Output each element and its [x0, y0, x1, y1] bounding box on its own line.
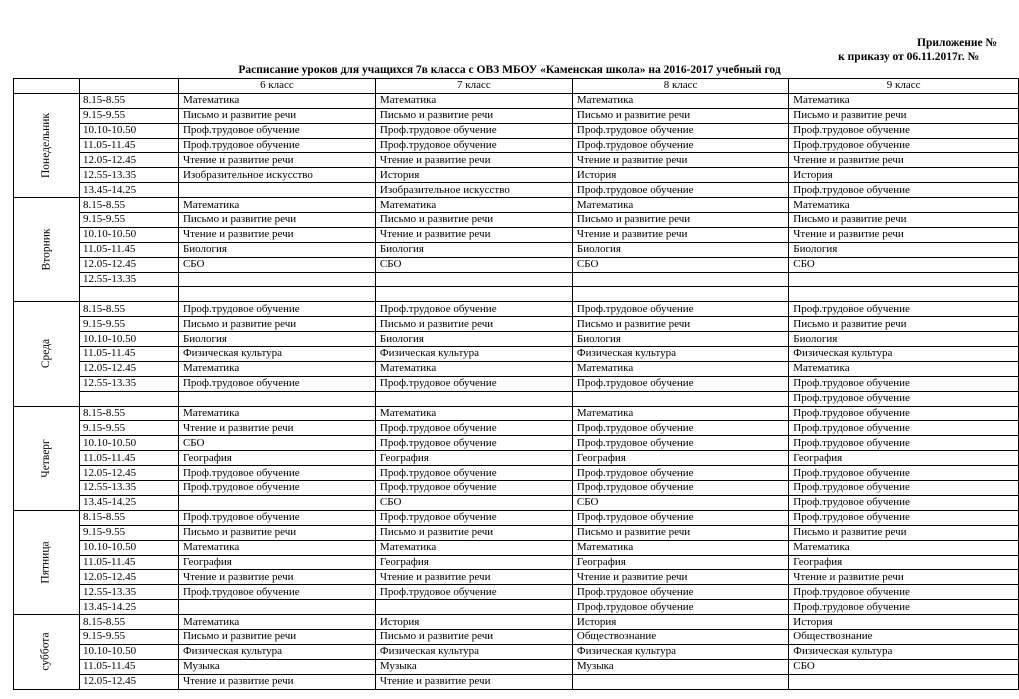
time-cell: 12.05-12.45 [80, 466, 179, 481]
lesson-cell: Проф.трудовое обучение [375, 376, 572, 391]
day-label: Вторник [39, 228, 52, 271]
time-cell: 13.45-14.25 [80, 600, 179, 615]
time-cell: 9.15-9.55 [80, 213, 179, 228]
lesson-cell: Физическая культура [178, 347, 375, 362]
table-row [14, 242, 1019, 257]
time-cell [80, 391, 179, 406]
table-row [14, 629, 1019, 644]
time-cell: 8.15-8.55 [80, 615, 179, 630]
lesson-cell: Биология [178, 332, 375, 347]
lesson-cell: Письмо и развитие речи [178, 317, 375, 332]
lesson-cell: Изобразительное искусство [178, 168, 375, 183]
lesson-cell: Музыка [178, 659, 375, 674]
lesson-cell: Математика [375, 406, 572, 421]
table-row [14, 138, 1019, 153]
time-cell: 12.55-13.35 [80, 481, 179, 496]
lesson-cell: Математика [375, 198, 572, 213]
lesson-cell: Письмо и развитие речи [178, 525, 375, 540]
lesson-cell: История [572, 168, 788, 183]
lesson-cell: Математика [178, 406, 375, 421]
lesson-cell: Проф.трудовое обучение [178, 466, 375, 481]
time-cell: 12.55-13.35 [80, 585, 179, 600]
lesson-cell [572, 674, 788, 689]
lesson-cell: Физическая культура [789, 347, 1019, 362]
lesson-cell: Проф.трудовое обучение [789, 481, 1019, 496]
lesson-cell: Проф.трудовое обучение [375, 585, 572, 600]
lesson-cell: География [375, 555, 572, 570]
lesson-cell: Музыка [375, 659, 572, 674]
time-cell: 11.05-11.45 [80, 451, 179, 466]
lesson-cell: Биология [572, 242, 788, 257]
time-cell: 9.15-9.55 [80, 317, 179, 332]
day-label-cell [14, 198, 80, 302]
day-label: Понедельник [40, 113, 52, 178]
lesson-cell: Математика [178, 615, 375, 630]
lesson-cell: СБО [789, 257, 1019, 272]
table-row [14, 198, 1019, 213]
time-cell: 8.15-8.55 [80, 406, 179, 421]
table-row [14, 570, 1019, 585]
lesson-cell: Математика [572, 198, 788, 213]
time-cell: 9.15-9.55 [80, 108, 179, 123]
time-cell: 10.10-10.50 [80, 227, 179, 242]
lesson-cell: Проф.трудовое обучение [572, 302, 788, 317]
lesson-cell: Математика [572, 361, 788, 376]
lesson-cell: Проф.трудовое обучение [375, 421, 572, 436]
lesson-cell: Проф.трудовое обучение [375, 436, 572, 451]
table-row [14, 257, 1019, 272]
lesson-cell: Проф.трудовое обучение [178, 376, 375, 391]
lesson-cell: Биология [178, 242, 375, 257]
lesson-cell [789, 674, 1019, 689]
time-cell: 10.10-10.50 [80, 123, 179, 138]
table-row [14, 525, 1019, 540]
lesson-cell: Математика [789, 540, 1019, 555]
lesson-cell: География [375, 451, 572, 466]
time-cell: 13.45-14.25 [80, 495, 179, 510]
day-label: Четверг [39, 438, 52, 478]
lesson-cell [789, 287, 1019, 302]
time-cell: 9.15-9.55 [80, 421, 179, 436]
day-label-cell [14, 406, 80, 510]
lesson-cell: Письмо и развитие речи [375, 108, 572, 123]
lesson-cell: Чтение и развитие речи [572, 227, 788, 242]
time-cell: 12.55-13.35 [80, 272, 179, 287]
lesson-cell [572, 391, 788, 406]
time-cell: 12.55-13.35 [80, 168, 179, 183]
lesson-cell [178, 600, 375, 615]
table-row [14, 466, 1019, 481]
header-cell-grade-9: 9 класс [789, 79, 1019, 94]
lesson-cell: Математика [375, 361, 572, 376]
header-row [14, 79, 1019, 94]
lesson-cell: Письмо и развитие речи [572, 525, 788, 540]
lesson-cell: Проф.трудовое обучение [178, 138, 375, 153]
lesson-cell: Чтение и развитие речи [375, 570, 572, 585]
lesson-cell: Проф.трудовое обучение [375, 481, 572, 496]
lesson-cell: Математика [375, 540, 572, 555]
day-label-cell [14, 510, 80, 614]
lesson-cell: Проф.трудовое обучение [789, 183, 1019, 198]
lesson-cell: Письмо и развитие речи [789, 108, 1019, 123]
lesson-cell: Математика [178, 93, 375, 108]
time-cell: 12.05-12.45 [80, 153, 179, 168]
table-row [14, 600, 1019, 615]
lesson-cell: Проф.трудовое обучение [572, 436, 788, 451]
time-cell: 11.05-11.45 [80, 138, 179, 153]
lesson-cell: Математика [375, 93, 572, 108]
lesson-cell: География [789, 555, 1019, 570]
lesson-cell [572, 287, 788, 302]
time-cell: 12.55-13.35 [80, 376, 179, 391]
day-label-cell [14, 615, 80, 689]
day-label-cell [14, 302, 80, 406]
lesson-cell: Проф.трудовое обучение [375, 123, 572, 138]
table-row [14, 153, 1019, 168]
lesson-cell: География [572, 555, 788, 570]
lesson-cell: Проф.трудовое обучение [572, 376, 788, 391]
schedule-table [13, 78, 1019, 690]
time-cell: 12.05-12.45 [80, 674, 179, 689]
header-cell [14, 79, 80, 94]
time-cell: 8.15-8.55 [80, 198, 179, 213]
table-row [14, 287, 1019, 302]
lesson-cell: Биология [789, 242, 1019, 257]
lesson-cell: Чтение и развитие речи [789, 570, 1019, 585]
lesson-cell: Музыка [572, 659, 788, 674]
lesson-cell: Проф.трудовое обучение [572, 600, 788, 615]
time-cell: 12.05-12.45 [80, 570, 179, 585]
lesson-cell: Письмо и развитие речи [789, 213, 1019, 228]
lesson-cell: Проф.трудовое обучение [375, 302, 572, 317]
time-cell: 8.15-8.55 [80, 510, 179, 525]
lesson-cell: СБО [375, 495, 572, 510]
lesson-cell: Письмо и развитие речи [789, 317, 1019, 332]
table-row [14, 436, 1019, 451]
lesson-cell: Письмо и развитие речи [375, 525, 572, 540]
lesson-cell: География [789, 451, 1019, 466]
lesson-cell [178, 287, 375, 302]
table-row [14, 302, 1019, 317]
table-row [14, 168, 1019, 183]
header-cell-grade-8: 8 класс [572, 79, 788, 94]
lesson-cell: География [178, 451, 375, 466]
document-title: Расписание уроков для учащихся 7в класса с ОВЗ МБОУ «Каменская школа» на 2016-2017 учебный год [238, 64, 781, 76]
lesson-cell: Проф.трудовое обучение [789, 495, 1019, 510]
lesson-cell: Проф.трудовое обучение [789, 466, 1019, 481]
lesson-cell: СБО [572, 257, 788, 272]
lesson-cell: Проф.трудовое обучение [178, 481, 375, 496]
schedule-body [14, 79, 1019, 690]
lesson-cell: Чтение и развитие речи [178, 421, 375, 436]
lesson-cell [572, 272, 788, 287]
lesson-cell: Проф.трудовое обучение [572, 183, 788, 198]
lesson-cell [178, 272, 375, 287]
table-row [14, 659, 1019, 674]
time-cell: 8.15-8.55 [80, 93, 179, 108]
lesson-cell: Физическая культура [375, 347, 572, 362]
time-cell: 11.05-11.45 [80, 347, 179, 362]
table-row [14, 644, 1019, 659]
table-row [14, 317, 1019, 332]
lesson-cell: Проф.трудовое обучение [789, 436, 1019, 451]
lesson-cell: Проф.трудовое обучение [789, 510, 1019, 525]
lesson-cell: Математика [789, 198, 1019, 213]
day-label-cell [14, 93, 80, 197]
lesson-cell: Проф.трудовое обучение [375, 138, 572, 153]
lesson-cell: Физическая культура [572, 644, 788, 659]
time-cell: 11.05-11.45 [80, 242, 179, 257]
lesson-cell: Математика [178, 198, 375, 213]
lesson-cell: Чтение и развитие речи [789, 227, 1019, 242]
lesson-cell: Письмо и развитие речи [572, 108, 788, 123]
time-cell: 9.15-9.55 [80, 525, 179, 540]
table-row [14, 481, 1019, 496]
lesson-cell: Математика [178, 361, 375, 376]
lesson-cell: Проф.трудовое обучение [789, 302, 1019, 317]
lesson-cell: Чтение и развитие речи [572, 153, 788, 168]
lesson-cell: Биология [789, 332, 1019, 347]
lesson-cell [375, 391, 572, 406]
lesson-cell: Проф.трудовое обучение [789, 391, 1019, 406]
lesson-cell: Письмо и развитие речи [375, 629, 572, 644]
lesson-cell: Проф.трудовое обучение [572, 421, 788, 436]
lesson-cell: Проф.трудовое обучение [789, 406, 1019, 421]
lesson-cell: Проф.трудовое обучение [375, 510, 572, 525]
table-row [14, 376, 1019, 391]
lesson-cell: Чтение и развитие речи [572, 570, 788, 585]
lesson-cell: Чтение и развитие речи [375, 227, 572, 242]
lesson-cell: Физическая культура [572, 347, 788, 362]
time-cell: 12.05-12.45 [80, 361, 179, 376]
order-reference: к приказу от 06.11.2017г. № [838, 51, 979, 63]
lesson-cell: Биология [572, 332, 788, 347]
lesson-cell: Письмо и развитие речи [178, 629, 375, 644]
lesson-cell: Проф.трудовое обучение [178, 123, 375, 138]
lesson-cell [375, 272, 572, 287]
lesson-cell: Чтение и развитие речи [178, 674, 375, 689]
lesson-cell [375, 287, 572, 302]
table-row [14, 540, 1019, 555]
time-cell: 10.10-10.50 [80, 332, 179, 347]
lesson-cell [178, 495, 375, 510]
time-cell: 9.15-9.55 [80, 629, 179, 644]
lesson-cell: Проф.трудовое обучение [572, 481, 788, 496]
table-row [14, 451, 1019, 466]
time-cell: 11.05-11.45 [80, 659, 179, 674]
table-row [14, 272, 1019, 287]
lesson-cell: Проф.трудовое обучение [572, 510, 788, 525]
table-row [14, 227, 1019, 242]
lesson-cell: Математика [572, 406, 788, 421]
lesson-cell: Проф.трудовое обучение [572, 585, 788, 600]
table-row [14, 674, 1019, 689]
lesson-cell: Чтение и развитие речи [178, 570, 375, 585]
lesson-cell: История [789, 615, 1019, 630]
appendix-label: Приложение № [917, 37, 997, 49]
lesson-cell: Проф.трудовое обучение [789, 138, 1019, 153]
time-cell: 8.15-8.55 [80, 302, 179, 317]
lesson-cell: Письмо и развитие речи [572, 317, 788, 332]
table-row [14, 555, 1019, 570]
lesson-cell: Проф.трудовое обучение [789, 123, 1019, 138]
lesson-cell [178, 391, 375, 406]
table-row [14, 585, 1019, 600]
lesson-cell: История [789, 168, 1019, 183]
time-cell: 10.10-10.50 [80, 540, 179, 555]
lesson-cell: Проф.трудовое обучение [789, 421, 1019, 436]
lesson-cell: Письмо и развитие речи [789, 525, 1019, 540]
lesson-cell: Письмо и развитие речи [572, 213, 788, 228]
lesson-cell: Чтение и развитие речи [375, 674, 572, 689]
table-row [14, 361, 1019, 376]
time-cell: 10.10-10.50 [80, 436, 179, 451]
lesson-cell: История [375, 168, 572, 183]
lesson-cell: Обществознание [789, 629, 1019, 644]
time-cell: 12.05-12.45 [80, 257, 179, 272]
lesson-cell: СБО [178, 436, 375, 451]
lesson-cell: СБО [789, 659, 1019, 674]
lesson-cell: Математика [572, 93, 788, 108]
lesson-cell: Проф.трудовое обучение [572, 138, 788, 153]
table-row [14, 615, 1019, 630]
day-label: Пятница [40, 541, 52, 584]
lesson-cell: Проф.трудовое обучение [375, 466, 572, 481]
lesson-cell: СБО [178, 257, 375, 272]
table-row [14, 332, 1019, 347]
lesson-cell: Физическая культура [789, 644, 1019, 659]
lesson-cell: Письмо и развитие речи [375, 317, 572, 332]
time-cell: 10.10-10.50 [80, 644, 179, 659]
lesson-cell: Математика [572, 540, 788, 555]
lesson-cell: Математика [178, 540, 375, 555]
table-row [14, 421, 1019, 436]
lesson-cell: Обществознание [572, 629, 788, 644]
day-label: суббота [40, 632, 52, 671]
lesson-cell: Физическая культура [375, 644, 572, 659]
lesson-cell: Биология [375, 332, 572, 347]
table-row [14, 183, 1019, 198]
lesson-cell: География [572, 451, 788, 466]
lesson-cell: Проф.трудовое обучение [178, 585, 375, 600]
header-cell-grade-6: 6 класс [178, 79, 375, 94]
lesson-cell: Проф.трудовое обучение [789, 376, 1019, 391]
time-cell [80, 287, 179, 302]
table-row [14, 495, 1019, 510]
lesson-cell: География [178, 555, 375, 570]
lesson-cell: Математика [789, 361, 1019, 376]
table-row [14, 213, 1019, 228]
lesson-cell: История [572, 615, 788, 630]
table-row [14, 406, 1019, 421]
lesson-cell: Письмо и развитие речи [375, 213, 572, 228]
table-row [14, 347, 1019, 362]
table-row [14, 108, 1019, 123]
lesson-cell [789, 272, 1019, 287]
lesson-cell: СБО [572, 495, 788, 510]
time-cell: 13.45-14.25 [80, 183, 179, 198]
lesson-cell: Проф.трудовое обучение [572, 123, 788, 138]
lesson-cell: Изобразительное искусство [375, 183, 572, 198]
time-cell: 11.05-11.45 [80, 555, 179, 570]
lesson-cell: Проф.трудовое обучение [789, 600, 1019, 615]
lesson-cell: Чтение и развитие речи [178, 153, 375, 168]
header-cell-grade-7: 7 класс [375, 79, 572, 94]
lesson-cell: История [375, 615, 572, 630]
lesson-cell: Чтение и развитие речи [789, 153, 1019, 168]
lesson-cell: Письмо и развитие речи [178, 213, 375, 228]
table-row [14, 123, 1019, 138]
lesson-cell: Математика [789, 93, 1019, 108]
header-cell [80, 79, 179, 94]
table-row [14, 93, 1019, 108]
lesson-cell: Чтение и развитие речи [375, 153, 572, 168]
lesson-cell: Письмо и развитие речи [178, 108, 375, 123]
lesson-cell: Проф.трудовое обучение [572, 466, 788, 481]
day-label: Среда [40, 339, 52, 369]
lesson-cell [375, 600, 572, 615]
table-row [14, 391, 1019, 406]
lesson-cell: Физическая культура [178, 644, 375, 659]
lesson-cell [178, 183, 375, 198]
lesson-cell: Проф.трудовое обучение [789, 585, 1019, 600]
lesson-cell: Чтение и развитие речи [178, 227, 375, 242]
lesson-cell: Проф.трудовое обучение [178, 302, 375, 317]
lesson-cell: СБО [375, 257, 572, 272]
lesson-cell: Проф.трудовое обучение [178, 510, 375, 525]
lesson-cell: Биология [375, 242, 572, 257]
table-row [14, 510, 1019, 525]
